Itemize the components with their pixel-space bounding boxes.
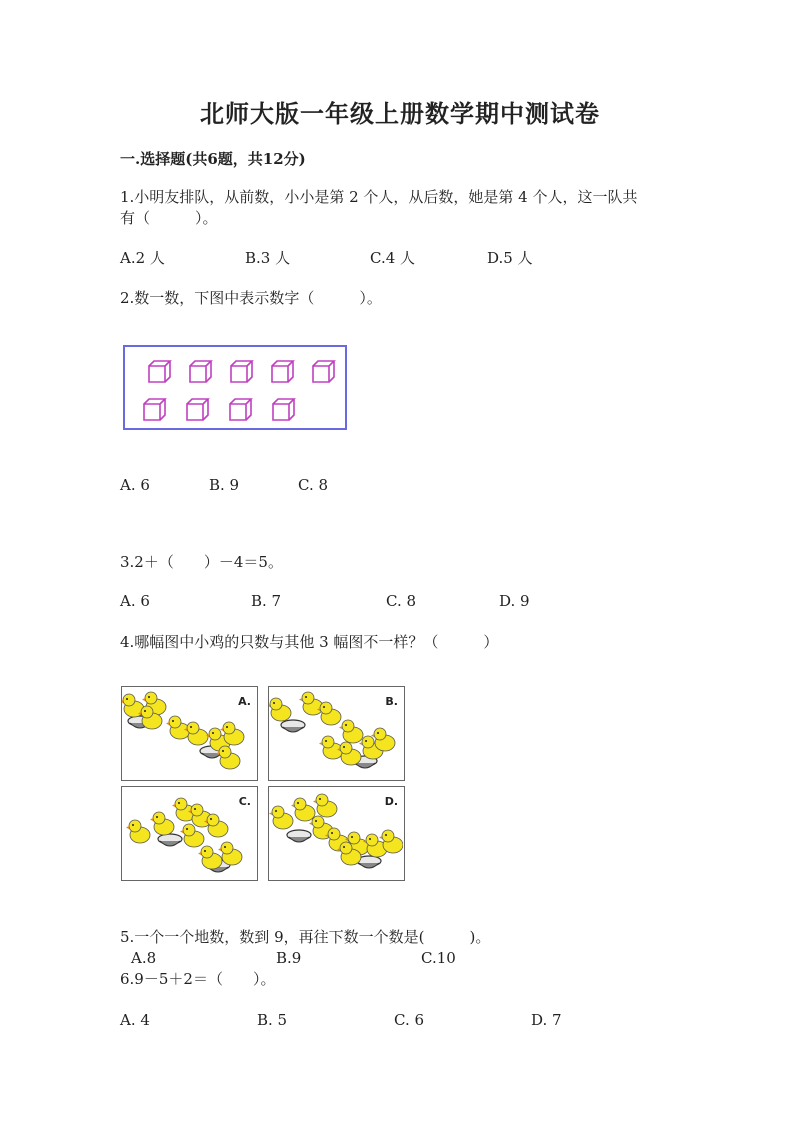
question-5-option-a: A.8 xyxy=(131,949,157,967)
section-heading: 一.选择题(共6题，共12分) xyxy=(120,150,306,168)
chick-panel-d xyxy=(268,786,405,881)
question-3-option-b: B. 7 xyxy=(251,592,282,610)
feed-bowl-icon xyxy=(158,834,182,846)
cube-icon xyxy=(231,361,252,382)
question-2-stem: 2.数一数，下图中表示数字（ ）。 xyxy=(120,289,382,307)
cube-icon xyxy=(273,399,294,420)
chick-icon xyxy=(126,820,150,843)
question-6-option-b: B. 5 xyxy=(257,1011,288,1029)
question-6-option-a: A. 4 xyxy=(120,1011,150,1029)
feed-bowl-icon xyxy=(281,720,305,732)
chick-scene-b xyxy=(269,687,403,779)
question-5-option-c: C.10 xyxy=(421,949,456,967)
question-6-stem: 6.9－5＋2＝（ ）。 xyxy=(120,970,276,988)
cube-icon xyxy=(313,361,334,382)
chick-icon xyxy=(180,824,204,847)
page-title: 北师大版一年级上册数学期中测试卷 xyxy=(200,99,600,128)
question-1-option-c: C.4 人 xyxy=(370,249,416,267)
question-1-stem-line1: 1.小明友排队，从前数，小小是第 2 个人，从后数，她是第 4 个人，这一队共 xyxy=(120,188,638,206)
panel-label-c: C. xyxy=(238,795,251,808)
cube-icon xyxy=(149,361,170,382)
chick-icon xyxy=(150,812,174,835)
question-6-option-c: C. 6 xyxy=(394,1011,425,1029)
chick-icon xyxy=(299,692,323,715)
question-3-stem: 3.2＋（ ）－4＝5。 xyxy=(120,553,283,571)
chick-icon xyxy=(269,806,293,829)
chick-panel-a xyxy=(121,686,258,781)
chick-panel-b xyxy=(268,686,405,781)
question-3-option-d: D. 9 xyxy=(499,592,530,610)
chick-scene-a xyxy=(122,687,256,779)
question-2-option-c: C. 8 xyxy=(298,476,329,494)
question-3-option-c: C. 8 xyxy=(386,592,417,610)
chick-icon xyxy=(166,716,190,739)
question-6-option-d: D. 7 xyxy=(531,1011,562,1029)
cube-icon xyxy=(187,399,208,420)
question-1-option-b: B.3 人 xyxy=(245,249,291,267)
chick-icon xyxy=(291,798,315,821)
panel-label-b: B. xyxy=(385,695,398,708)
question-1-option-a: A.2 人 xyxy=(120,249,165,267)
panel-label-a: A. xyxy=(238,695,251,708)
question-2-option-b: B. 9 xyxy=(209,476,240,494)
cube-icon xyxy=(230,399,251,420)
question-5-option-b: B.9 xyxy=(276,949,302,967)
chick-icon xyxy=(317,702,341,725)
chick-icon xyxy=(319,736,343,759)
cube-icon xyxy=(144,399,165,420)
cube-icon xyxy=(190,361,211,382)
question-2-option-a: A. 6 xyxy=(120,476,150,494)
cubes-illustration xyxy=(125,347,345,428)
question-5-stem: 5.一个一个地数，数到 9，再往下数一个数是( )。 xyxy=(120,928,491,946)
chick-scene-c xyxy=(122,787,256,879)
chick-icon xyxy=(313,794,337,817)
question-3-option-a: A. 6 xyxy=(120,592,150,610)
cube-icon xyxy=(272,361,293,382)
chick-panel-c xyxy=(121,786,258,881)
panel-label-d: D. xyxy=(384,795,398,808)
chick-icon xyxy=(216,746,240,769)
chick-scene-d xyxy=(269,787,403,879)
question-1-option-d: D.5 人 xyxy=(487,249,533,267)
cubes-figure xyxy=(123,345,347,430)
question-4-stem: 4.哪幅图中小鸡的只数与其他 3 幅图不一样？（ ） xyxy=(120,633,499,651)
question-1-stem-line2: 有（ ）。 xyxy=(120,209,218,227)
feed-bowl-icon xyxy=(287,830,311,842)
chick-icon xyxy=(339,720,363,743)
chick-icon xyxy=(269,698,291,721)
